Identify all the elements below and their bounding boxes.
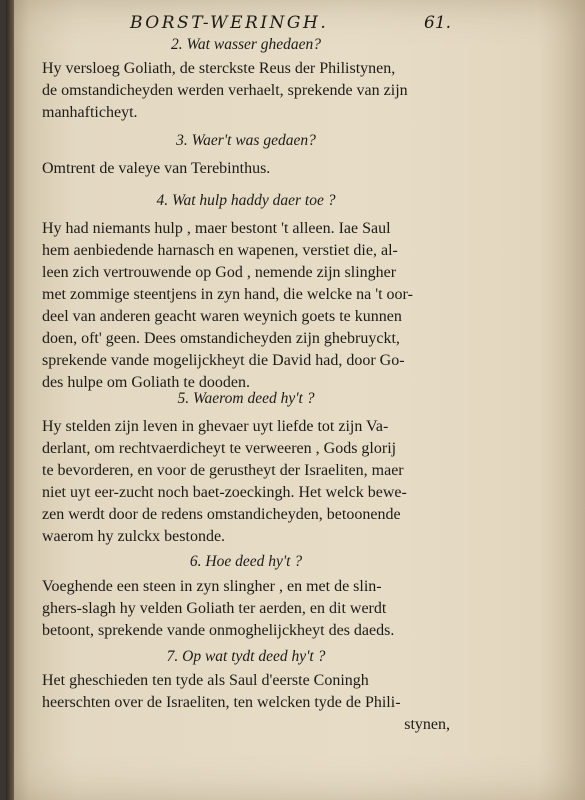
answer-line: manhafticheyt. bbox=[42, 104, 138, 121]
answer-line: ghers-slagh hy velden Goliath ter aerden, en dit werdt bbox=[42, 600, 387, 617]
answer-line: stynen, bbox=[404, 716, 450, 733]
book-page bbox=[6, 0, 585, 800]
question-7: 7. Op wat tydt deed hy't ? bbox=[166, 648, 326, 665]
answer-line: leen zich vertrouwende op God , nemende zijn slingher bbox=[42, 264, 397, 281]
answer-line: met zommige steentjens in zyn hand, die welcke na 't oor- bbox=[42, 286, 413, 303]
book-spine bbox=[6, 0, 14, 800]
answer-line: betoont, sprekende vande onmoghelijckheyt des daeds. bbox=[42, 622, 395, 639]
answer-line: te bevorderen, en voor de gerustheyt der Israeliten, maer bbox=[42, 462, 404, 479]
answer-line: Omtrent de valeye van Terebinthus. bbox=[42, 160, 271, 177]
answer-line: des hulpe om Goliath te dooden. bbox=[42, 374, 250, 391]
page-header bbox=[6, 13, 585, 37]
running-title: BORST-WERINGH. bbox=[130, 13, 329, 33]
answer-line: zen werdt door de redens omstandicheyden, betoonende bbox=[42, 506, 401, 523]
answer-line: Hy versloeg Goliath, de sterckste Reus der Philistynen, bbox=[42, 60, 396, 77]
answer-3 bbox=[42, 158, 450, 180]
answer-line: deel van anderen geacht waren weynich goets te kunnen bbox=[42, 308, 402, 325]
answer-6 bbox=[42, 576, 450, 642]
question-5: 5. Waerom deed hy't ? bbox=[177, 390, 315, 407]
question-4: 4. Wat hulp haddy daer toe ? bbox=[156, 192, 336, 209]
answer-line: heerschten over de Israeliten, ten welcken tyde de Phili- bbox=[42, 694, 401, 711]
question-6: 6. Hoe deed hy't ? bbox=[189, 553, 303, 570]
answer-line: Het gheschieden ten tyde als Saul d'eerste Coningh bbox=[42, 672, 369, 689]
answer-5 bbox=[42, 416, 450, 548]
answer-line: Hy had niemants hulp , maer bestont 't alleen. Iae Saul bbox=[42, 220, 391, 237]
answer-line: de omstandicheyden werden verhaelt, sprekende van zijn bbox=[42, 82, 408, 99]
answer-line: Voeghende een steen in zyn slingher , en met de slin- bbox=[42, 578, 382, 595]
answer-7 bbox=[42, 670, 450, 736]
answer-2 bbox=[42, 58, 450, 124]
question-3: 3. Waer't was gedaen? bbox=[176, 132, 316, 149]
answer-line: sprekende vande mogelijckheyt die David had, door Go- bbox=[42, 352, 405, 369]
answer-4 bbox=[42, 218, 450, 394]
page-number: 61. bbox=[424, 13, 452, 33]
answer-line: hem aenbiedende harnasch en wapenen, verstiet die, al- bbox=[42, 242, 398, 259]
answer-line: doen, oft' geen. Dees omstandicheyden zijn ghebruyckt, bbox=[42, 330, 400, 347]
answer-line: derlant, om rechtvaerdicheyt te verweeren , Gods glorij bbox=[42, 440, 397, 457]
answer-line: waerom hy zulckx bestonde. bbox=[42, 528, 226, 545]
question-2: 2. Wat wasser ghedaen? bbox=[170, 36, 322, 53]
answer-line: Hy stelden zijn leven in ghevaer uyt liefde tot zijn Va- bbox=[42, 418, 389, 435]
answer-line: niet uyt eer-zucht noch baet-zoeckingh. Het welck bewe- bbox=[42, 484, 407, 501]
